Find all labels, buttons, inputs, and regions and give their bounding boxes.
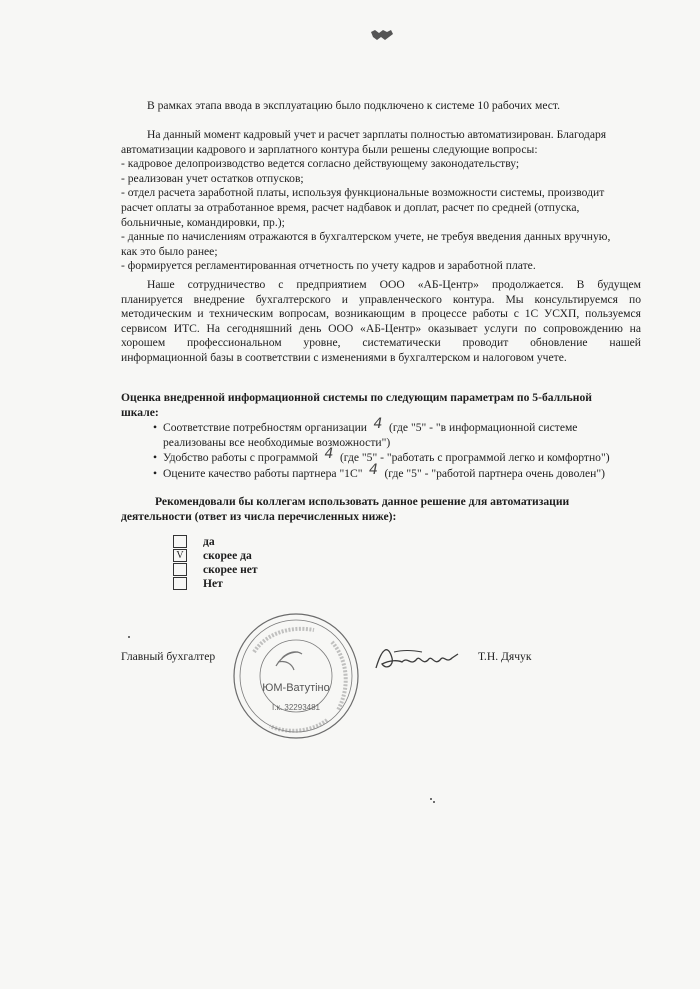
text-line: деятельности (ответ из числа перечисленных ниже): <box>121 509 397 523</box>
text-line: Рекомендовали бы коллегам использовать данное решение для автоматизации <box>155 495 570 508</box>
text-line: планируется внедрение бухгалтерского и управленческого контура. Мы консультируемся по <box>121 292 641 306</box>
text-line: больничные, командировки, пр.); <box>121 215 285 229</box>
text-line: сервисом ИТС. На сегодняшний день ООО «АБ-Центр» оказывает услуги по сопровождению на <box>121 321 641 335</box>
option-label: Нет <box>203 577 223 590</box>
signer-position: Главный бухгалтер <box>121 650 216 663</box>
option-label: скорее нет <box>203 563 258 576</box>
evaluation-criteria <box>153 416 643 481</box>
signer-name: Т.Н. Дячук <box>478 650 532 663</box>
stamp-code-text: І.к. 32293481 <box>272 703 320 712</box>
criterion-1: • Соответствие потребностям организации 4 (где "5" - "в информационной системе <box>153 416 578 434</box>
text-line: - данные по начислениям отражаются в бухгалтерском учете, не требуя введения данных вручную, <box>121 230 611 244</box>
text-line: - формируется регламентированная отчетность по учету кадров и заработной плате. <box>121 259 536 273</box>
checkbox-checked[interactable]: V <box>173 549 187 562</box>
intro-paragraph <box>147 99 667 114</box>
text-line: методическим и техническим вопросам, возникающим в процессе работы с 1С УСХП, пользуемся <box>121 307 641 321</box>
option-label: скорее да <box>203 549 252 562</box>
option-no[interactable] <box>173 577 223 592</box>
bullet-icon: • <box>153 466 158 480</box>
checkbox[interactable] <box>173 563 187 576</box>
cooperation-paragraph <box>121 278 641 366</box>
option-label: да <box>203 535 215 548</box>
recommend-heading <box>121 495 641 524</box>
bullet-icon: • <box>153 451 158 465</box>
text-line: Наше сотрудничество с предприятием ООО «АБ-Центр» продолжается. В будущем <box>147 278 641 291</box>
option-yes[interactable] <box>173 535 215 550</box>
hr-payroll-paragraph <box>121 128 641 274</box>
criterion-1-continued: реализованы все необходимые возможности") <box>163 435 391 449</box>
scan-speck <box>430 798 432 800</box>
text-line: расчет оплаты за отработанное время, расчет надбавок и доплат, расчет по средней (отпуска, <box>121 200 580 214</box>
handwritten-score: 4 <box>324 446 334 463</box>
text-line: как это было ранее; <box>121 244 218 258</box>
handwritten-score: 4 <box>368 461 378 478</box>
text-line: В рамках этапа ввода в эксплуатацию было подключено к системе 10 рабочих мест. <box>147 99 560 112</box>
text-line: На данный момент кадровый учет и расчет зарплаты полностью автоматизирован. Благодаря <box>147 128 607 141</box>
scan-smudge <box>369 28 395 42</box>
text-line: автоматизации кадрового и зарплатного контура были решены следующие вопросы: <box>121 142 538 156</box>
text-line: - кадровое делопроизводство ведется согласно действующему законодательству; <box>121 157 520 171</box>
checkbox[interactable] <box>173 535 187 548</box>
criterion-2: • Удобство работы с программой 4 (где "5" - "работать с программой легко и комфортно") <box>153 446 610 465</box>
criterion-3: • Оцените качество работы партнера "1С" 4 (где "5" - "работой партнера очень доволен") <box>153 461 605 480</box>
checkbox[interactable] <box>173 577 187 590</box>
text-line: шкале: <box>121 405 159 419</box>
handwritten-score: 4 <box>373 416 383 432</box>
stamp-center-text: ЮМ-Ватутіно <box>262 682 330 694</box>
text-line: хорошем профессиональном уровне, систематически проводит обновление нашей <box>121 336 641 350</box>
text-line: Оценка внедренной информационной системы по следующим параметрам по 5-балльной <box>121 391 592 404</box>
bullet-icon: • <box>153 421 158 434</box>
scan-speck <box>128 636 130 638</box>
text-line: информационной базы в соответствии с изменениями в бухгалтерском и налоговом учете. <box>121 350 567 364</box>
handwritten-signature <box>372 640 462 676</box>
text-line: - отдел расчета заработной платы, используя функциональные возможности системы, производит <box>121 186 605 200</box>
option-rather-no[interactable] <box>173 563 258 578</box>
company-stamp <box>232 612 360 740</box>
text-line: - реализован учет остатков отпусков; <box>121 171 304 185</box>
scan-speck <box>433 801 435 803</box>
option-rather-yes[interactable] <box>173 549 252 564</box>
